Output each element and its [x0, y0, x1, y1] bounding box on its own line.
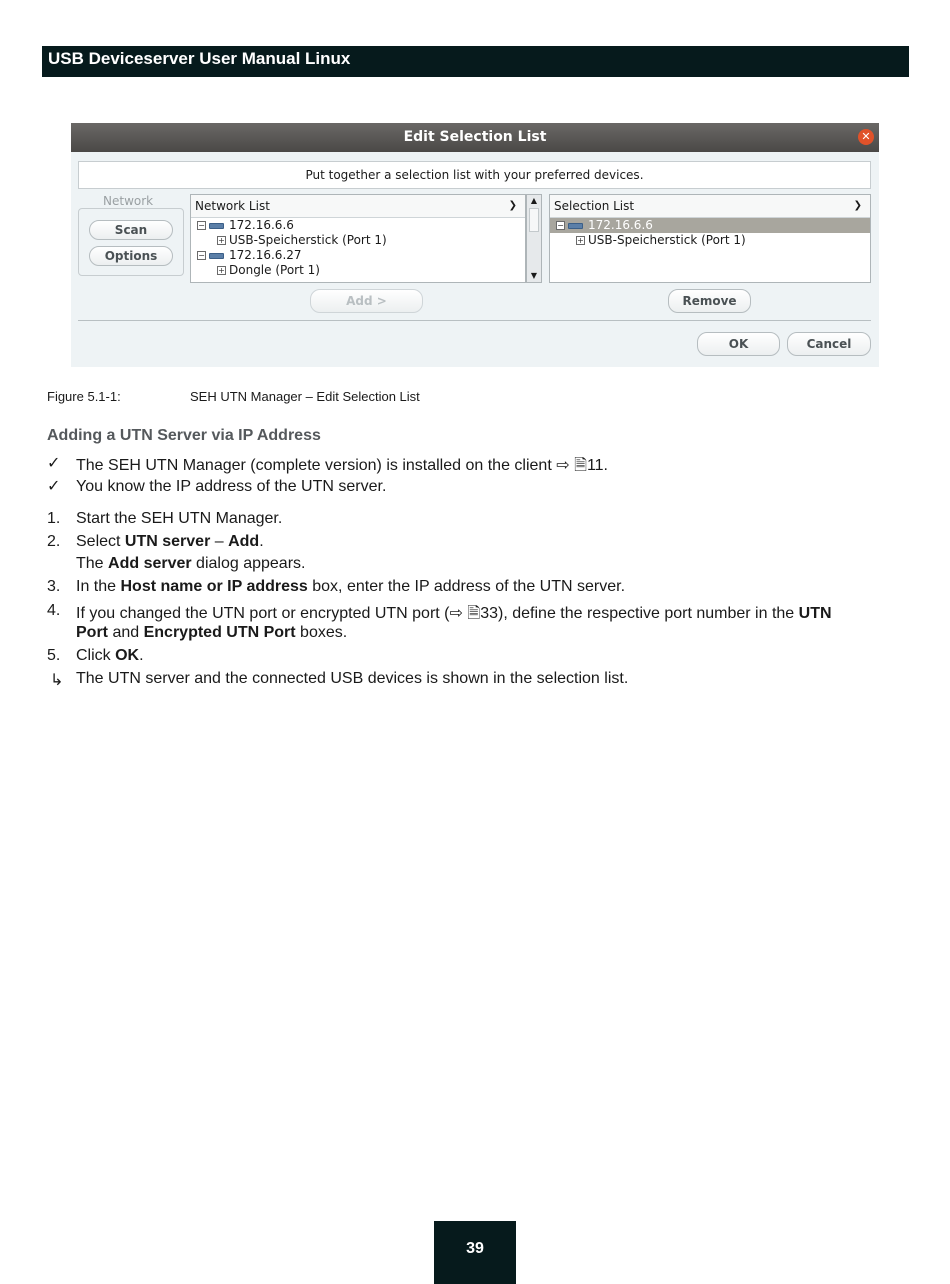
step-text: Click: [76, 647, 116, 664]
collapse-icon[interactable]: −: [198, 221, 205, 230]
step-text: boxes.: [295, 624, 348, 641]
prerequisite-1: [76, 454, 608, 481]
instruction-text: Put together a selection list with your preferred devices.: [78, 161, 871, 189]
dialog-divider: [78, 320, 871, 321]
dialog-titlebar: [71, 123, 879, 152]
options-button[interactable]: Options: [89, 246, 173, 266]
expand-icon[interactable]: +: [218, 266, 225, 275]
scrollbar-thumb[interactable]: [529, 208, 539, 232]
arrow-right-icon: ⇨: [449, 605, 463, 622]
server-icon: [209, 253, 224, 259]
result-arrow-icon: ↳: [50, 672, 64, 689]
step-2-result: [76, 555, 305, 573]
list-item-label: 172.16.6.6: [229, 218, 294, 232]
network-list-title: Network List: [195, 199, 270, 213]
expand-icon[interactable]: +: [218, 236, 225, 245]
list-item-label: Dongle (Port 1): [229, 263, 320, 277]
step-number: 1.: [47, 510, 61, 527]
chevron-down-icon[interactable]: ❯: [508, 200, 517, 211]
cancel-button[interactable]: Cancel: [787, 332, 871, 356]
ui-term: Encrypted UTN Port: [143, 624, 296, 641]
step-number: 5.: [47, 647, 61, 664]
step-5: [76, 647, 144, 665]
ui-term: Add: [228, 533, 260, 550]
ui-term: UTN: [798, 605, 832, 622]
chevron-down-icon[interactable]: ❯: [853, 200, 862, 211]
ui-term: Port: [76, 624, 108, 641]
step-number: 3.: [47, 578, 61, 595]
expand-icon[interactable]: +: [577, 236, 584, 245]
prerequisite-2: You know the IP address of the UTN server.: [76, 478, 387, 495]
dialog-title: Edit Selection List: [403, 129, 547, 145]
list-item[interactable]: [550, 218, 870, 233]
step-3: [76, 578, 625, 596]
list-item-label: USB-Speicherstick (Port 1): [588, 233, 746, 247]
page-reference-link[interactable]: 11.: [586, 457, 608, 474]
list-item[interactable]: [191, 248, 525, 263]
ui-term: UTN server: [124, 533, 211, 550]
step-text: ), define the respective port number in the: [498, 605, 799, 622]
scroll-down-icon[interactable]: ▼: [530, 271, 538, 280]
step-number: 4.: [47, 602, 61, 619]
step-text: and: [108, 624, 144, 641]
page-icon: 🗎: [574, 457, 587, 474]
list-item[interactable]: [191, 263, 525, 278]
step-text: dialog appears.: [191, 555, 306, 572]
remove-button[interactable]: Remove: [668, 289, 751, 313]
step-2: [76, 533, 264, 551]
scroll-up-icon[interactable]: ▲: [530, 196, 538, 205]
step-text: The: [76, 555, 109, 572]
check-icon: ✓: [47, 478, 61, 495]
figure-caption: SEH UTN Manager – Edit Selection List: [190, 389, 420, 404]
arrow-right-icon: ⇨: [556, 457, 570, 474]
selection-list[interactable]: [549, 194, 871, 283]
ok-button[interactable]: OK: [697, 332, 780, 356]
step-text: If you changed the UTN port or encrypted UTN port (: [76, 605, 450, 622]
page-reference-link[interactable]: 33: [480, 605, 499, 622]
list-item-label: 172.16.6.27: [229, 248, 302, 262]
ui-term: OK: [115, 647, 140, 664]
step-text: Select: [76, 533, 125, 550]
add-button[interactable]: Add >: [310, 289, 423, 313]
collapse-icon[interactable]: −: [557, 221, 564, 230]
step-text: In the: [76, 578, 121, 595]
ui-term: Host name or IP address: [120, 578, 308, 595]
check-icon: ✓: [47, 455, 61, 472]
server-icon: [209, 223, 224, 229]
network-list-header[interactable]: [191, 195, 525, 218]
server-icon: [568, 223, 583, 229]
network-list[interactable]: [190, 194, 526, 283]
edit-selection-list-dialog: [71, 123, 879, 367]
step-4-continued: [76, 624, 347, 642]
page-number: 39: [434, 1221, 516, 1284]
network-list-scrollbar[interactable]: [526, 194, 542, 283]
step-text: box, enter the IP address of the UTN server.: [307, 578, 626, 595]
step-number: 2.: [47, 533, 61, 550]
list-item[interactable]: [550, 233, 870, 248]
network-group-legend: Network: [99, 194, 157, 208]
figure-number: Figure 5.1-1:: [47, 389, 121, 404]
list-item[interactable]: [191, 218, 525, 233]
step-text: .: [139, 647, 144, 664]
manual-header: USB Deviceserver User Manual Linux: [42, 46, 909, 77]
close-icon[interactable]: ✕: [858, 129, 874, 145]
step-text: –: [210, 533, 229, 550]
list-item[interactable]: [191, 233, 525, 248]
result-text: The UTN server and the connected USB devices is shown in the selection list.: [76, 670, 629, 687]
list-item-label: USB-Speicherstick (Port 1): [229, 233, 387, 247]
step-1: Start the SEH UTN Manager.: [76, 510, 283, 527]
selection-list-title: Selection List: [554, 199, 635, 213]
step-text: .: [259, 533, 264, 550]
list-item-label: 172.16.6.6: [588, 218, 653, 232]
section-heading: Adding a UTN Server via IP Address: [47, 427, 321, 444]
collapse-icon[interactable]: −: [198, 251, 205, 260]
page-icon: 🗎: [467, 605, 481, 622]
scan-button[interactable]: Scan: [89, 220, 173, 240]
ui-term: Add server: [108, 555, 192, 572]
prerequisite-text: The SEH UTN Manager (complete version) is installed on the client: [76, 457, 557, 474]
selection-list-header[interactable]: [550, 195, 870, 218]
